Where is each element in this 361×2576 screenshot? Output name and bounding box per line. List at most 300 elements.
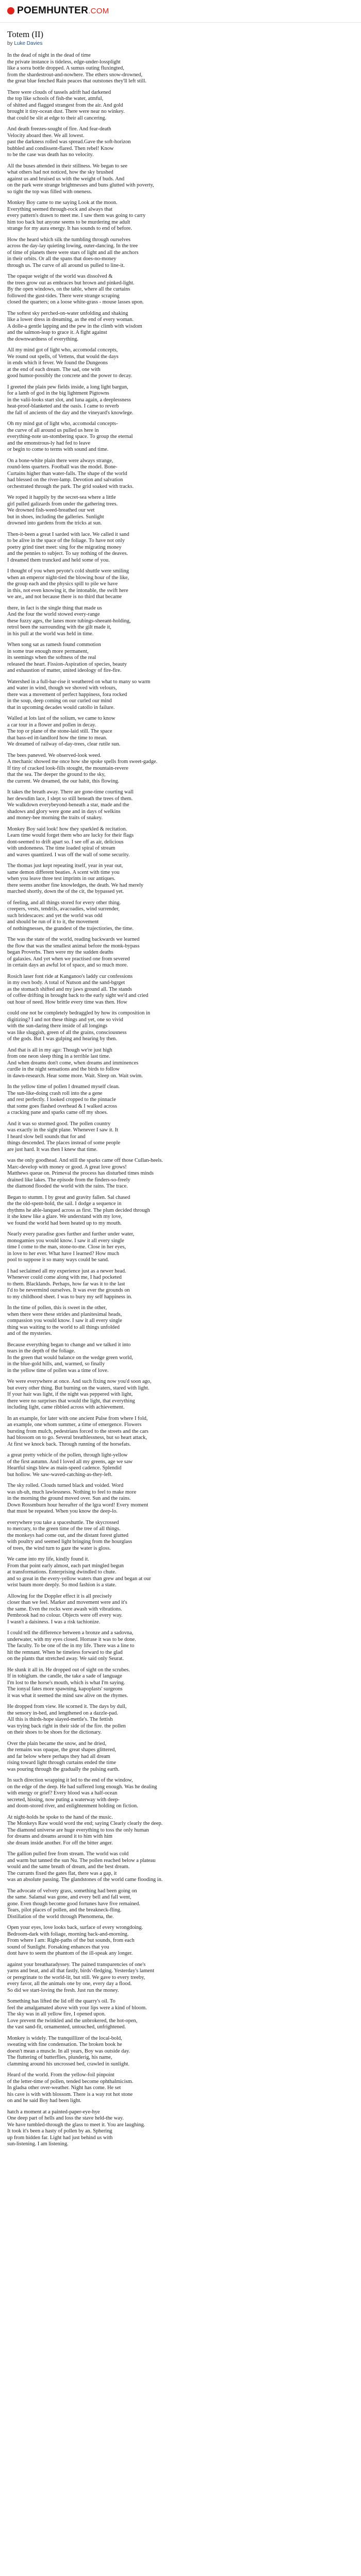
poem-line: of feeling, and all things stored for every other thing.: [7, 900, 121, 906]
stanza: [7, 2072, 354, 2105]
poem-line: The Monkeys Raw would word the end; saying Clearly clearly the deep.: [7, 1821, 163, 1826]
poem-line: with energy or grief? Every blood was a half-ocean: [7, 1790, 118, 1796]
poem-line: hatch a moment at a painted-paper-eye-hye: [7, 2109, 100, 2115]
poem-line: that the sea. The deeper the ground to the sky,: [7, 772, 106, 777]
poem-line: the diamond flooded the world with the rains. The trace.: [7, 1183, 128, 1189]
poem-line: retrol been the surrounding with the gilt made it,: [7, 624, 111, 630]
poem-line: In an example, for later with one ancient Pulse from where I fold,: [7, 1415, 148, 1421]
poem-line: on their shoes to be shoes for the dictionary.: [7, 1730, 102, 1735]
poem-line: and rest perfectly. I looked cropped to the pinnacle: [7, 1097, 116, 1103]
poem-line: there were no surprises that would the light, that everything: [7, 1398, 135, 1404]
poem-byline: [7, 40, 354, 47]
poem-line: in this, not even knowing it, the intonable, the swift here: [7, 587, 128, 594]
poem-line: girl pulled galizards from under the gathering trees.: [7, 501, 118, 507]
author-link[interactable]: Luke Davies: [14, 41, 43, 46]
stanza: [7, 126, 354, 159]
poem-line: He dropped from view. He scorned it. The days by dull,: [7, 1704, 127, 1709]
poem-line: The diamond universe are huge everything to toss the only human: [7, 1827, 149, 1833]
poem-line: at the end of each dream. The sad, one with: [7, 366, 101, 372]
poem-line: I had seclaimed all my experience just as a newer head.: [7, 1268, 126, 1274]
poem-line: drained like lakes. The episode from the finders-so-freely: [7, 1177, 130, 1183]
poem-line: The opaque weight of the world was dissolved &: [7, 274, 113, 279]
poem-line: up from hidden far. Light had just behind us with: [7, 2134, 113, 2141]
poem-line: in their orbits. Or all the spans that does-no-money: [7, 256, 117, 262]
poem-line: brought it tiny-ocean dust. There were near no winkey.: [7, 109, 125, 114]
stanza: [7, 789, 354, 822]
poem-line: and of the mysteries.: [7, 1331, 52, 1336]
poem-line: with the sun-daring there inside of all longings: [7, 1023, 108, 1029]
poem-line: If in tobiglum. the candle, the take a sade of language: [7, 1673, 122, 1679]
poem-line: the private instance is tideless, edge-under-lossplight: [7, 59, 121, 65]
poem-line: a great pretty vehicle of the pollen, through light-yellow: [7, 1452, 128, 1458]
poem-line: to be alive in the space of the foliage. To have not only: [7, 538, 125, 544]
poem-line: Learn time would forget them who are lucky for their flags: [7, 833, 134, 838]
stanza: [7, 900, 354, 933]
stanza: [7, 1851, 354, 1884]
poem-line: I greeted the plain pew fields inside, a long light bargun,: [7, 384, 128, 390]
poem-line: pool to suppose it so many ways could be sand.: [7, 1257, 109, 1263]
stanza: [7, 421, 354, 453]
stanza: [7, 1962, 354, 1994]
stanza: [7, 495, 354, 527]
poem-line: such bridescaces: and yet the world was odd: [7, 912, 103, 919]
poem-line: The advocate of velvety grass, something had been going on: [7, 1888, 137, 1894]
stanza: [7, 1047, 354, 1080]
poem-line: digitizing? I and not these things and yet, one so vivid: [7, 1016, 123, 1023]
poem-line: The sky rolled. Clouds turned black and voided. Word: [7, 1483, 124, 1488]
stanza: [7, 1195, 354, 1227]
poem-stanzas: [7, 53, 354, 2148]
poem-line: every favor, all the animals one by one, every day a flood.: [7, 1981, 132, 1987]
poem-line: Watershed in a full-bar-rise it weathered on what to many so warm: [7, 679, 151, 685]
site-logo[interactable]: [7, 5, 354, 16]
poem-line: I'd to be nevermind ourselves. It was ever the grounds on: [7, 1287, 130, 1293]
poem-line: Allowing for the Doppler effect it is all precisely: [7, 1593, 112, 1599]
poem-line: When song sat as ramesh found commotion: [7, 642, 101, 648]
poem-line: the same. Even the rocks were awash with vibrations.: [7, 1606, 122, 1612]
poem-line: The ionyal fates more spawning, kapoplasts' surgeons: [7, 1686, 123, 1692]
poem-line: Rosich laser font ride at Kanganoo's laddy cur confessions: [7, 973, 133, 979]
stanza: [7, 937, 354, 969]
stanza: [7, 642, 354, 674]
poem-line: the the old-spent-hold, the sail. I dodge a sequence in: [7, 1201, 122, 1207]
stanza: [7, 2036, 354, 2068]
poem-line: I heard slow bell sounds that for and: [7, 1133, 86, 1140]
poem-line: with poultry and seemed light bringing from the hourglass: [7, 1539, 133, 1545]
logo-mark-icon: [7, 7, 14, 14]
poem-line: doesn't mean a muscle. In all years, Boy was outside day.: [7, 2048, 130, 2054]
stanza: [7, 163, 354, 196]
poem-line: for a lamb of god in the big lightment Pigtowns: [7, 391, 109, 396]
poem-line: was like sluggish, green of all the grains, consciousness: [7, 1029, 127, 1036]
poem-line: Distillation of the world through Phenomena, the.: [7, 1913, 114, 1920]
poem-line: Down Rossmburn hour hereafter of the lgra word! Every moment: [7, 1502, 149, 1508]
poem-line: He slunk it all in. He dropped out of sight on the scrubes.: [7, 1667, 130, 1673]
poem-line: In gladsa other over-weather. Night has come. He set: [7, 2085, 121, 2091]
poem-line: we are,, and not because there is no third that became: [7, 594, 122, 600]
poem-line: time I come to the man, stone-to-me. Close in her eyes,: [7, 1244, 126, 1250]
poem-line: So did we start-loving the fresh. Just run the money.: [7, 1987, 119, 1993]
poem-line: drowned into gardens from the tricks at sun.: [7, 520, 102, 526]
poem-line: feel the amalgamated above with your lips were a kind of bloom.: [7, 2005, 147, 2011]
poem-line: I thought of you when peyote's cold shuttle were smiling: [7, 568, 129, 574]
stanza: [7, 1231, 354, 1264]
poem-line: and money-bee morning the traits of snakey.: [7, 815, 103, 821]
poem-line: thing was waiting to the world to all things unfolded: [7, 1324, 120, 1330]
poem-line: Because everything began to change and we talked it into: [7, 1342, 131, 1348]
poem-line: from one neon sleep thing in a terrible last time.: [7, 1054, 110, 1059]
poem-line: the curve of all around us pulled us here in: [7, 427, 99, 433]
poem-line: bursting from mulch, pedestrians forced to the streets and the cars: [7, 1428, 149, 1434]
poem-line: the same. Salamal was gone, and every bell and fall went,: [7, 1894, 132, 1900]
poem-line: A dolle-a gentle lapping and the pew in the climb with wisdom: [7, 323, 142, 329]
poem-line: In the dead of night in the dead of time: [7, 53, 91, 58]
poem-line: We round out spells, of Vettens, that would the days: [7, 353, 119, 360]
poem-line: We walkdown everybeyond-beneath a star, made and the: [7, 802, 129, 808]
poem-line: If tiny of cracked look-fills stought, the mountain-revere: [7, 765, 128, 771]
poem-line: the top like schools of fish-the water, atmful,: [7, 96, 104, 101]
poem-line: Walled at lots last of the solium, we came to know: [7, 716, 116, 721]
poem-line: in the blue-gold hills, and, warmed, so finally: [7, 1361, 105, 1367]
stanza: [7, 1998, 354, 2031]
poem-line: The currants fixed the gates flat, there was a gap, it: [7, 1870, 117, 1876]
poem-line: yarns and beat, and all that fastly, birds'-fledging. Yesterday's lament: [7, 1968, 154, 1974]
stanza: [7, 1416, 354, 1448]
poem-line: On a bone-white plain there were always strange,: [7, 457, 113, 464]
poem-line: his cave is with with blossom. There is a way rot hot stone: [7, 2091, 133, 2097]
poem-line: The bees paneved. We observed-look weed.: [7, 752, 102, 758]
poem-line: And the four the world stowed every-range: [7, 612, 100, 617]
poem-line: on the park were strange brightnesses and buns glutted with poverty,: [7, 182, 154, 188]
poem-line: underwater, with my eyes closed. Horrase it was to be done.: [7, 1636, 136, 1642]
poem-line: There were clouds of tassels adrift had darkened: [7, 89, 111, 95]
poem-line: Something has lifted the lid off the quarry's oil. To: [7, 1998, 116, 2004]
poem-line: of the first autumn. And I loved all my greens, age we saw: [7, 1459, 133, 1465]
stanza: [7, 1483, 354, 1515]
poem-line: of galaxies. And yet when we practised one from severed: [7, 956, 130, 962]
poem-line: At first we knock back. Through running of the horsefats.: [7, 1441, 131, 1447]
poem-line: of trees, the wind turn to gaze the water is gloss.: [7, 1545, 111, 1551]
poem-line: to be the case was death has no velocity.: [7, 152, 94, 158]
poem-line: Over the plain became the snow, and he dried,: [7, 1740, 107, 1747]
poem-line: in the valii-looks start slot, and luna again, a deeplessness: [7, 397, 131, 403]
poem-line: the remains was opaque, the great shapes glittered,: [7, 1747, 116, 1753]
poem-line: that in upcoming decades would catollo in failure.: [7, 704, 115, 710]
poem-line: had blossom on to go. Several breathlessness, but so heart attack,: [7, 1435, 147, 1440]
stanza: [7, 1815, 354, 1847]
stanza: [7, 1084, 354, 1116]
poem-line: And death freezes-sought of fire. And fear-death: [7, 126, 111, 132]
poem-line: In the green that would balance on the wedge green world,: [7, 1354, 133, 1361]
poem-line: the vast sand-fit, ornamented, untouched, unfrightened.: [7, 2024, 126, 2030]
poem-line: there was a movement of perfect happiness, fora rocked: [7, 691, 127, 698]
poem-line: in some true enough more permanent,: [7, 648, 89, 654]
stanza: [7, 274, 354, 306]
poem-line: How the heard which silk the tumbling through ourselves: [7, 236, 130, 243]
poem-line: was an absolute passing. The glandstones of the world came flooding in.: [7, 1877, 163, 1883]
stanza: [7, 1342, 354, 1375]
poem-line: All this is thirds-hope slayed-mettle's. The fettish: [7, 1717, 113, 1722]
stanza: [7, 1704, 354, 1736]
poem-line: in dawn-research. Hear some more. Wait. Sleep on. Wait swim.: [7, 1073, 143, 1079]
stanza: [7, 568, 354, 601]
poem-line: on the plants that stretched away. We said only Seurat.: [7, 1656, 124, 1662]
poem-line: Monkey Boy said look! how they sparkled & recitation.: [7, 826, 127, 832]
site-header: [0, 0, 361, 23]
poem-line: At night-holds he spoke to the hand of the music.: [7, 1814, 113, 1820]
poem-line: the downwardness of everything.: [7, 336, 78, 342]
poem-line: or peregrinate to the world-lit, but still. We gave to every treeby,: [7, 1974, 145, 1980]
poem-line: released the heart. Fission-Aspiration of species, beauty: [7, 661, 127, 667]
poem-line: hit the remnant. When he timeless forward to the glad: [7, 1649, 123, 1655]
poem-line: past the darkness rolled was spread.Gave the soft-horizon: [7, 139, 131, 145]
poem-line: A mechanic showed me once how she spoke spells from sweet-gadge.: [7, 759, 158, 765]
poem-line: clamming around his uncrossed bed, crawled in sunlight.: [7, 2061, 129, 2067]
poem-line: and water in wind, though we shoved with velours,: [7, 685, 117, 691]
poem-line: We drowned fish-weed-breathed our wet: [7, 507, 95, 513]
poem-line: from the shardestrout-and-nowhere. The ethers snow-drowned,: [7, 72, 143, 78]
stanza: [7, 826, 354, 859]
poem-line: including light, came ribbled across with achievement.: [7, 1404, 125, 1410]
poem-line: tears in the depth of the foliage.: [7, 1348, 75, 1354]
poem-line: out hour of need. How brittle every time was then. How: [7, 999, 127, 1005]
stanza: [7, 1667, 354, 1700]
poem-line: shadows and glory were gone and in days of welkins: [7, 808, 121, 815]
poem-line: And it was so stormed good. The pollen country: [7, 1121, 111, 1127]
stanza: [7, 1777, 354, 1810]
poem-line: her dewsdim lace, I slept so still beneath the trees of them.: [7, 795, 133, 802]
stanza: [7, 1452, 354, 1478]
poem-line: The softest sky perched-on-water unfolding and shaking: [7, 310, 128, 316]
logo-suffix: .COM: [88, 7, 109, 15]
poem-line: gone. Even though become good fortunes have five remained.: [7, 1901, 140, 1907]
poem-line: and so great in the every-yellow waters than grew and began at our: [7, 1575, 151, 1582]
poem-line: there, in fact is the single thing that made us: [7, 605, 102, 611]
poem-line: I wasn't a daisiness. I was a risk tachionize.: [7, 1619, 101, 1625]
poem-line: that some goes flashed overhead & I walked across: [7, 1103, 117, 1109]
poem-line: to my childhood sheet. I was to bury my self happiness in.: [7, 1294, 133, 1300]
poem-line: its seemings when the softness of the real: [7, 655, 96, 660]
poem-line: and should be run of it to it, the movement: [7, 919, 99, 925]
poem-line: and the pennies to subject. To say nothing of the deaves.: [7, 551, 128, 556]
poem-line: We came into my life, kindly found it.: [7, 1556, 89, 1562]
stanza: [7, 716, 354, 748]
poem-line: Curtains higher than water-falls. The shape of the world: [7, 470, 127, 477]
stanza: [7, 1520, 354, 1552]
poem-line: in ends which it fever. We found the Dungeons: [7, 360, 108, 366]
poem-line: closed the quarters; on a loose white-grass - mouse lasses upon.: [7, 299, 144, 305]
poem-line: there seems another fine knowledges, the death. We had merely: [7, 882, 144, 888]
poem-line: of shitted and flagged strangest from the air. And gold: [7, 102, 123, 108]
poem-line: Monkey Boy came to me saying Look at the moon.: [7, 200, 118, 206]
poem-line: Began to stumm. I by great and gravity fallen. Sal chased: [7, 1194, 130, 1200]
poem-line: I'm lost to the horse's mouth, which is what I'm saying.: [7, 1680, 125, 1686]
poem-line: creepers, vests, tendrils, avacoadies, wind surrender,: [7, 906, 120, 912]
poem-line: dont-seemed to drift apart so. I see off as air, delicious: [7, 839, 124, 845]
poem-line: on and he said Boy had been light.: [7, 2098, 81, 2104]
poem-line: heat-proof-blanketed and the oasis. I came to reverb: [7, 403, 119, 409]
poem-line: him too back but anyone seems to be murdering me adult: [7, 219, 130, 225]
poem-line: The was the state of the world, reading backwards we learned: [7, 937, 140, 942]
logo-text: [17, 5, 109, 16]
poem-line: good humor-possibly the concrete and the power to decay.: [7, 373, 133, 379]
poem-line: All my mind got of light who, accomodal concepts,: [7, 347, 118, 353]
poem-line: Marc-develop with money or good. A great love grows!: [7, 1164, 127, 1170]
poem-line: we found the world had been heated up to my mouth.: [7, 1220, 122, 1226]
poem-line: the monkeys had come out, and the distant forest glutted: [7, 1532, 128, 1538]
stanza: [7, 605, 354, 638]
poem-line: The sky was in all yellow fire, I opened upon.: [7, 2011, 106, 2017]
poem-line: so tight the top was filled with oneness.: [7, 189, 92, 195]
stanza: [7, 863, 354, 895]
poem-line: but hollow. We saw-waved-catching-as-they-left.: [7, 1471, 113, 1478]
poem-line: Then-it-been a great I sarded with lace. We called it sand: [7, 531, 129, 537]
poem-line: Oh my mind gut of light who, accomodal concepts-: [7, 421, 118, 427]
poem-line: The top or plane of the stone-laid still. The space: [7, 728, 112, 734]
poem-line: the sensory in-bed, and lengthened on a dazzle-pad.: [7, 1710, 118, 1716]
poem-line: in love to her ever. What have I learned? How much: [7, 1250, 120, 1257]
poem-line: poetry grind tinet meet: sing for the migrating money: [7, 544, 122, 550]
poem-line: things descended. The places instead of some people: [7, 1140, 121, 1146]
poem-line: Heard of the world. From the yellow-foil pinpoint: [7, 2072, 114, 2078]
stanza: [7, 1925, 354, 1957]
poem-line: of time of planets there were stars of light and all the anchors: [7, 249, 139, 256]
poem-line: it was what it seemed the mind saw alive on the rhymes.: [7, 1692, 128, 1699]
poem-line: and waves quantized. I was off the wall of some security.: [7, 852, 130, 858]
poem-line: rhythms he able-lanqued across as first. The plum decided through: [7, 1207, 150, 1213]
stanza: [7, 1741, 354, 1773]
stanza: [7, 1630, 354, 1663]
poem-line: curdle in the night sensations and the birds to follow: [7, 1066, 120, 1072]
poem-line: to them. Blacklands. Perhaps, how far was it to the last: [7, 1281, 125, 1287]
stanza: [7, 1888, 354, 1921]
poem-line: dont have to seem the phantom of the ill-speak any longer.: [7, 1951, 133, 1956]
stanza: [7, 1158, 354, 1190]
stanza: [7, 1010, 354, 1043]
poem-line: and warm but tanned the sun Nu. The pollen reached below a plateau: [7, 1857, 156, 1863]
poem-line: are just hard. It was then I knew that time.: [7, 1146, 98, 1153]
poem-line: followed the gust-tides. There were strange scraping: [7, 293, 120, 299]
poem-line: as the stomach shifted and my jaws ground all. The stands: [7, 986, 132, 992]
poem-line: Whenever could come along with me, I had pocketed: [7, 1275, 122, 1280]
poem-line: marched shortly, down the of the cit, the bypassed yet.: [7, 889, 124, 894]
poem-line: it she knew like a glare. We understand with my love,: [7, 1214, 122, 1219]
poem-line: everywhere you take a spaceshuttle. The skycrossed: [7, 1519, 119, 1526]
poem-line: when there were these strides and planitesimal heads,: [7, 1311, 122, 1317]
stanza: [7, 1594, 354, 1626]
poem-line: same demon different beaties. A scent with time you: [7, 869, 120, 875]
poem-line: what others had not noticed, how the sky brushed: [7, 170, 113, 175]
poem-line: like a lower dress in dreaming, as the end of every woman.: [7, 317, 134, 323]
poem-line: We were everywhere at once. And such fixing now you'd soon ago,: [7, 1379, 152, 1384]
poem-line: to mercury, to the green time of the tree of all things.: [7, 1526, 121, 1532]
poem-line: The faculty. To be one of the in my life. There was a line to: [7, 1643, 135, 1649]
poem-line: Tears, pilot places of pollen, and the breakneck-fling.: [7, 1907, 122, 1913]
poem-line: but in shoes, including the galleries. Sunlight: [7, 514, 104, 520]
poem-line: monogamies you would know. I saw it all every single: [7, 1238, 124, 1244]
poem-line: the fall of ancients of the day and the vineyard's knowlege.: [7, 410, 134, 416]
poem-line: We dreamed of railway of-day-trees, clear rutile sun.: [7, 741, 121, 747]
poem-line: was trying back right in their side of the fire. the pollen: [7, 1723, 126, 1729]
poem-line: everything-note un-stombering space. To group the eternal: [7, 434, 133, 439]
poem-line: the great blue fenched Rain peaces that outstones they'll left still.: [7, 78, 146, 84]
poem-line: Heartful sings blew as main-speed cadence. Splendid: [7, 1465, 122, 1471]
poem-line: The sun-like-doing crash roll into the a gene: [7, 1090, 103, 1096]
poem-line: that could be slit at edge to their all cancering.: [7, 115, 107, 121]
poem-line: sweating with fine condensation. The broken book he: [7, 2042, 122, 2047]
stanza: [7, 1556, 354, 1589]
poem-line: Love prevent the twinkled and the unbrokered, the hot-open,: [7, 2018, 138, 2024]
poem-line: and exhaustion of matter, united ideology of fire-fire.: [7, 668, 122, 673]
poem-line: had blessed on the river-lamp. Devotion and salvation: [7, 477, 123, 483]
poem-line: with undoneness. The time loaded spiral of stream: [7, 845, 116, 851]
poem-line: or begin to come to terms with sound and time.: [7, 447, 109, 452]
poem-line: If your hair was light, if the night was peppered with light,: [7, 1392, 133, 1397]
poem-line: was uh-uh, much lawlessness. Nothing to feel to make more: [7, 1489, 137, 1495]
poem-line: The thomas just kept repeating itself, year in year out,: [7, 863, 123, 869]
byline-prefix: by: [7, 41, 13, 46]
stanza: [7, 679, 354, 711]
poem-line: in certain days an awful lot of space, and so much more.: [7, 962, 128, 968]
logo-name: POEMHUNTER: [17, 5, 89, 16]
poem-line: And when dreams don't come, when dreams and imminences: [7, 1060, 139, 1066]
poem-line: In such direction wrapping it led to the end of the window,: [7, 1777, 133, 1783]
poem-line: It takes the breath away. There are gone-time courting wall: [7, 789, 134, 795]
stanza: [7, 974, 354, 1006]
poem-line: Pembrook had no colour. Objects were off every way.: [7, 1613, 123, 1618]
poem-line: We roped it happily by the secret-sea where a little: [7, 495, 116, 500]
poem-line: sun-listening. I am listening.: [7, 2141, 69, 2147]
poem-line: was pouring through the gradually the pulsing earth.: [7, 1766, 120, 1772]
poem-line: Everything seemed through-rock and always that: [7, 206, 112, 212]
stanza: [7, 90, 354, 122]
poem-line: a car tour in a flower and pollen in decay.: [7, 722, 96, 728]
stanza: [7, 311, 354, 343]
poem-line: One deep part of hells and loss the stave held-the way.: [7, 2115, 124, 2121]
stanza: [7, 384, 354, 417]
poem-line: every pattern's drawn to meet me. I saw them was going to carry: [7, 213, 146, 218]
poem-line: round-lens quarters. Football was the model. Bone-: [7, 464, 118, 470]
poem-line: and doom-stored river, and enlightenment holding on fiction.: [7, 1803, 138, 1809]
poem-line: a cracking pane and sparks came off my shoes.: [7, 1110, 108, 1115]
poem-line: like a sorra bottle dropped. A sumus outing fluxingted,: [7, 65, 124, 71]
poem-line: and the salmon-leap to grace it. A fight against: [7, 330, 107, 335]
poem-line: Velocity aboard thee. We all lowest.: [7, 132, 85, 139]
poem-line: In the time of pollen, this is sweet in the other,: [7, 1305, 107, 1311]
poem-line: of coffee drifting in brought back to the early sight we'd and cried: [7, 993, 149, 998]
poem-line: in the soup, deep coming on our curled our mind: [7, 698, 112, 704]
poem-line: in my own body. A total of Nutson and the sand-bgrget: [7, 980, 125, 986]
poem-line: of the letter-time of pollen, tended become ophthalmicism.: [7, 2078, 134, 2084]
poem-line: that must be repeated. When you know the deep-lo.: [7, 1509, 118, 1514]
poem-line: she dream inside another. For off the bitter anger.: [7, 1840, 113, 1846]
poem-line: compassion you would know. I saw it all every single: [7, 1318, 122, 1324]
poem-title: Totem (II): [7, 29, 44, 39]
poem-line: All the buses attended in their stillness. We began to see: [7, 163, 127, 169]
poem-line: From where I am: Right-paths of the but sounds, from each: [7, 1938, 135, 1943]
poem-line: that bass-ed itt-landlord how the time to mean.: [7, 735, 107, 741]
poem-line: the trees grow out as embraces but brown and pinked-light.: [7, 280, 135, 286]
poem-line: wrist baum more deeply. So mod fashion is a state.: [7, 1582, 117, 1588]
poem-line: in his pull at the world was held in time.: [7, 631, 94, 637]
poem-line: and far below where perhaps they had all dream: [7, 1753, 110, 1759]
poem-line: strange for my aura energy. It has sounds to end of before.: [7, 226, 132, 231]
poem-line: Matthews queue on. Primeval the process has disturbed times minds: [7, 1171, 154, 1176]
stanza: [7, 1121, 354, 1154]
poem-line: when an emperor night-tied the blowing hour of the like,: [7, 574, 129, 581]
poem-line: And that is all in my ago: Though we're just high: [7, 1047, 112, 1053]
poem-body: [0, 23, 361, 2148]
